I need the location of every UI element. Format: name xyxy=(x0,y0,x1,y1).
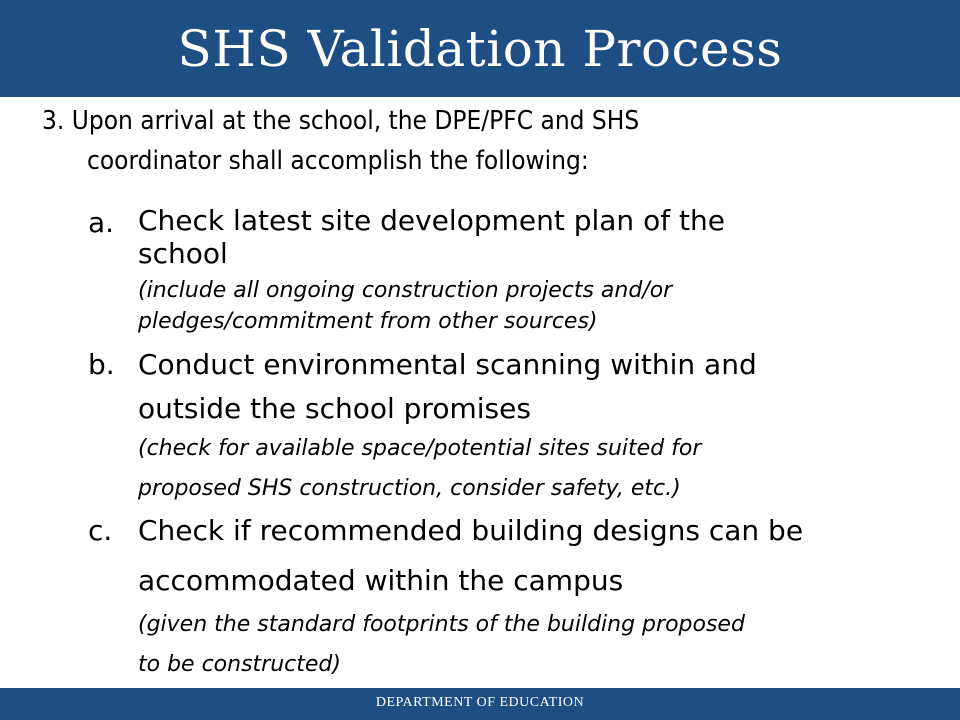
list-item-c xyxy=(88,514,948,686)
step-3-line-1: 3. Upon arrival at the school, the DPE/PFC and SHS xyxy=(42,106,640,136)
item-c-letter: c. xyxy=(88,514,113,547)
item-a-note-2: pledges/commitment from other sources) xyxy=(138,309,598,334)
title-bar xyxy=(0,0,960,97)
item-b-note-1: (check for available space/potential sites suited for xyxy=(138,436,702,461)
slide-title: SHS Validation Process xyxy=(177,20,783,78)
list-item-b xyxy=(88,348,948,508)
footer-text: DEPARTMENT OF EDUCATION xyxy=(375,695,585,710)
step-3-line-2: coordinator shall accomplish the following: xyxy=(87,146,589,176)
item-b-line-2: outside the school promises xyxy=(138,392,531,425)
footer-bar xyxy=(0,688,960,720)
step-3-text xyxy=(42,101,922,181)
item-c-line-1: Check if recommended building designs can be xyxy=(138,514,804,547)
item-a-note-1: (include all ongoing construction projects and/or xyxy=(138,278,673,303)
item-b-line-1: Conduct environmental scanning within and xyxy=(138,348,757,381)
item-a-line-2: school xyxy=(138,237,228,270)
item-c-line-2: accommodated within the campus xyxy=(138,564,624,597)
item-c-note-2: to be constructed) xyxy=(138,652,341,677)
item-b-letter: b. xyxy=(88,348,115,381)
item-b-note-2: proposed SHS construction, consider safety, etc.) xyxy=(138,476,681,501)
list-item-a xyxy=(88,206,948,346)
item-a-line-1: Check latest site development plan of the xyxy=(138,204,725,237)
item-c-note-1: (given the standard footprints of the building proposed xyxy=(138,612,745,637)
item-a-letter: a. xyxy=(88,206,115,239)
